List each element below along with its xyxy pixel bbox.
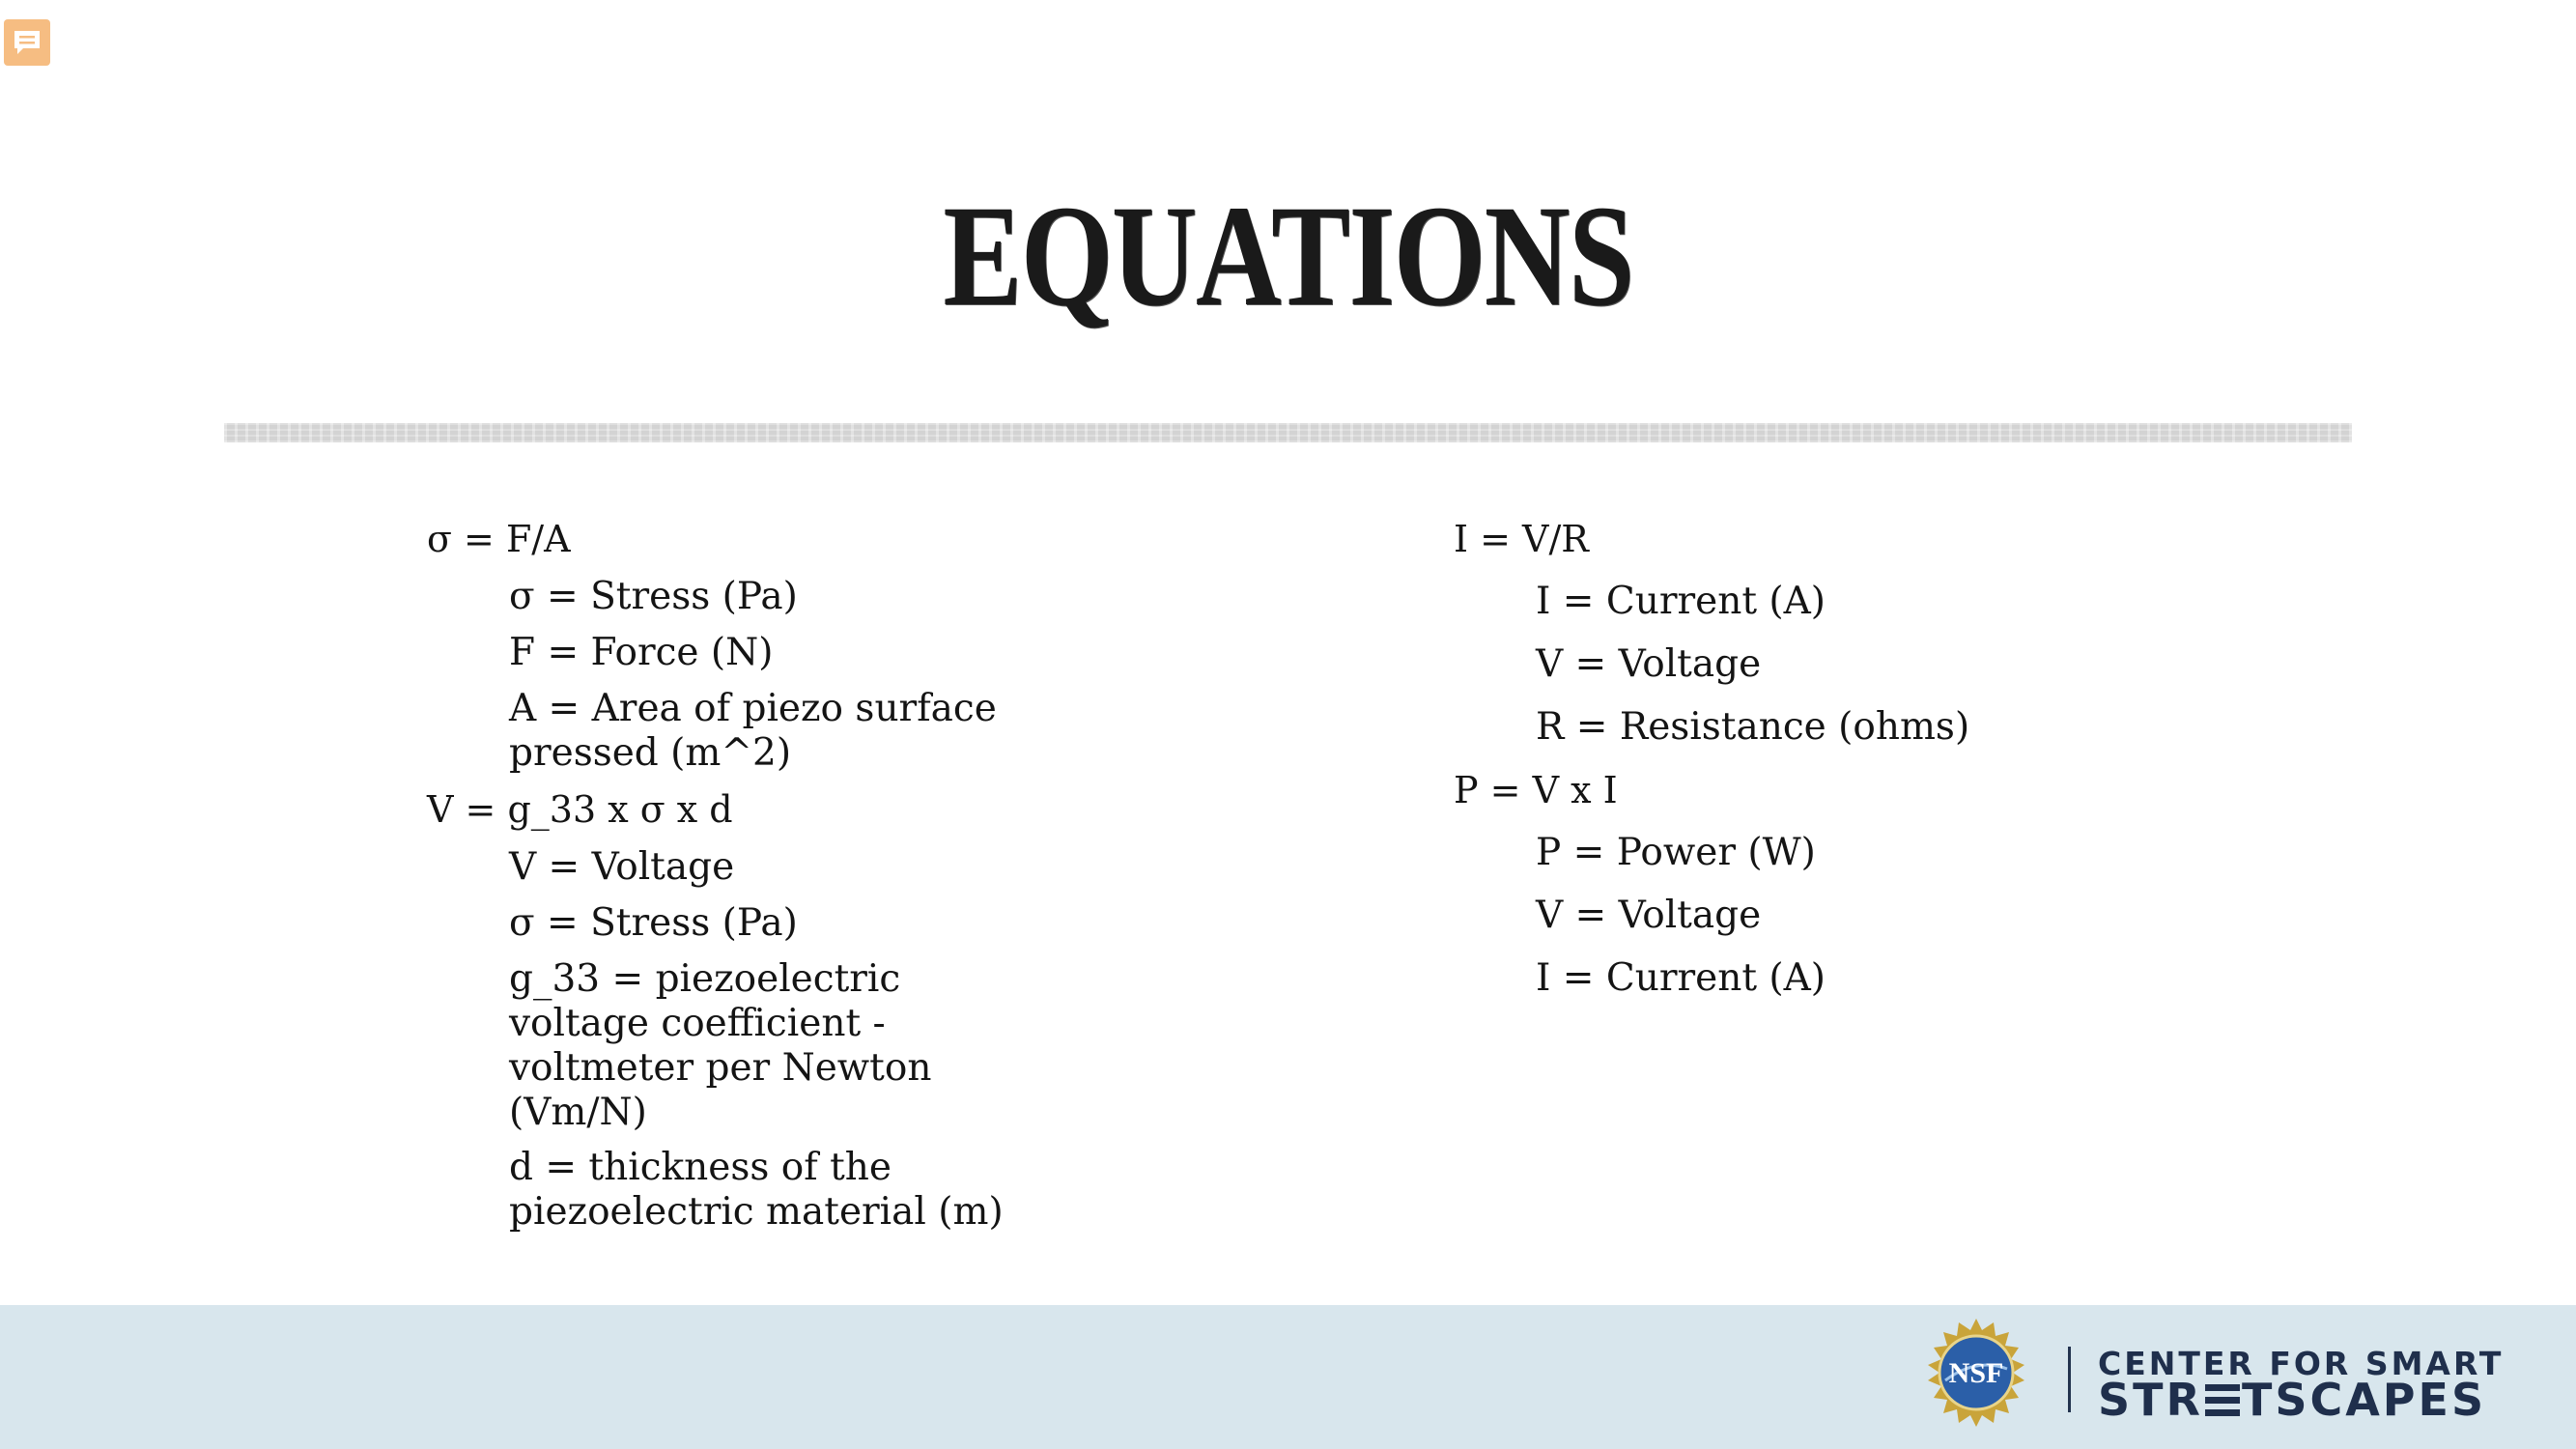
equation-voltage: V = g_33 x σ x d xyxy=(427,788,733,831)
definition-stress: σ = Stress (Pa) xyxy=(509,575,798,618)
equation-power: P = V x I xyxy=(1454,769,1618,811)
brand-e-bars-icon xyxy=(2205,1382,2240,1417)
brand-line-2-part-2: TSCAPES xyxy=(2241,1374,2487,1426)
definition-current-2: I = Current (A) xyxy=(1536,956,1826,1000)
equation-stress: σ = F/A xyxy=(427,518,571,560)
equation-current: I = V/R xyxy=(1454,518,1589,560)
definition-voltage: V = Voltage xyxy=(509,845,735,889)
definition-current: I = Current (A) xyxy=(1536,580,1826,623)
definition-force: F = Force (N) xyxy=(509,631,774,674)
definition-thickness: d = thickness of the piezoelectric material (m) xyxy=(509,1146,1004,1234)
definition-resistance: R = Resistance (ohms) xyxy=(1536,705,1970,749)
definition-area: A = Area of piezo surface pressed (m^2) xyxy=(509,687,997,775)
definition-g33: g_33 = piezoelectric voltage coefficient - voltmeter per Newton (Vm/N) xyxy=(509,957,932,1134)
title-divider xyxy=(224,423,2352,442)
definition-voltage-right-2: V = Voltage xyxy=(1536,894,1762,937)
comment-icon[interactable] xyxy=(4,19,50,66)
footer-divider xyxy=(2068,1347,2071,1412)
slide-title: EQUATIONS xyxy=(943,176,1633,336)
seal-label: NSF xyxy=(1948,1357,2004,1389)
comment-glyph-icon xyxy=(12,27,42,58)
nsf-seal-icon xyxy=(1922,1319,2030,1427)
definition-stress-2: σ = Stress (Pa) xyxy=(509,901,798,945)
brand-line-2 xyxy=(2098,1374,2486,1426)
brand-line-2-part-1: STR xyxy=(2098,1374,2203,1426)
definition-voltage-right: V = Voltage xyxy=(1536,642,1762,686)
definition-power: P = Power (W) xyxy=(1536,831,1816,874)
brand-line-1: CENTER FOR SMART xyxy=(2098,1345,2505,1382)
